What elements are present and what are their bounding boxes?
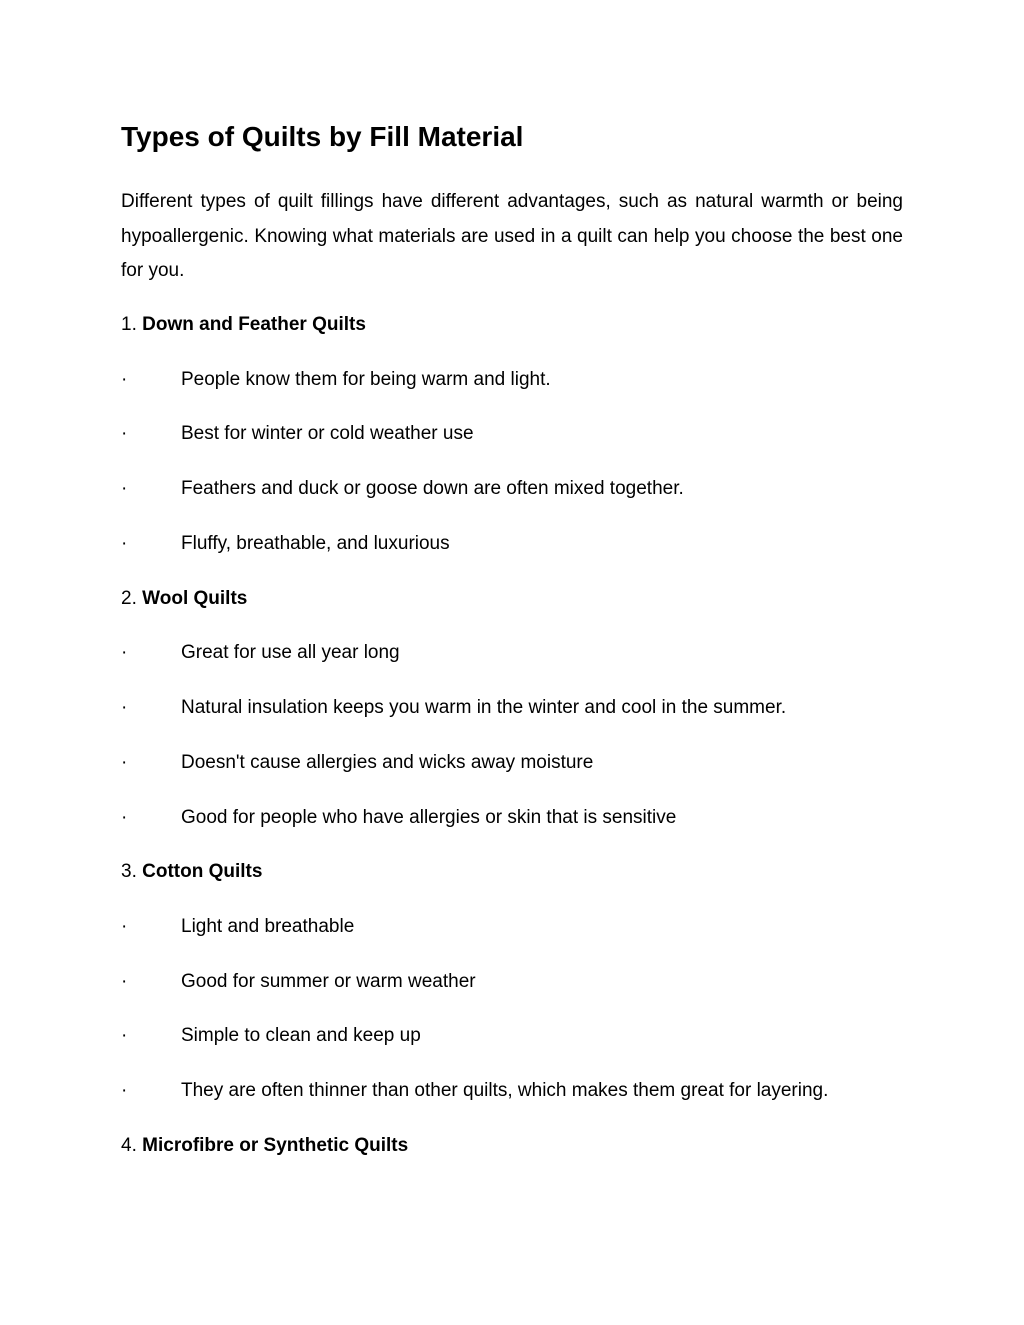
bullet-text: Doesn't cause allergies and wicks away moisture xyxy=(181,752,594,773)
bullet-text: Good for summer or warm weather xyxy=(181,971,476,992)
list-item xyxy=(0,367,1024,393)
section-title: Cotton Quilts xyxy=(142,861,263,882)
section-heading-down-feather xyxy=(0,312,1024,338)
section-title: Down and Feather Quilts xyxy=(142,314,366,335)
bullet-text: Light and breathable xyxy=(181,916,355,937)
section-number: 3. xyxy=(121,861,137,882)
bullet-text: Feathers and duck or goose down are often mixed together. xyxy=(181,478,684,499)
bullet-marker: · xyxy=(121,642,128,663)
bullet-marker: · xyxy=(121,697,128,718)
bullet-marker: · xyxy=(121,369,128,390)
bullet-text: Best for winter or cold weather use xyxy=(181,423,474,444)
list-item xyxy=(0,1023,1024,1049)
list-item xyxy=(0,640,1024,666)
page-title: Types of Quilts by Fill Material xyxy=(121,121,524,152)
list-item xyxy=(0,476,1024,502)
list-item xyxy=(0,695,1024,721)
bullet-marker: · xyxy=(121,423,128,444)
section-number: 4. xyxy=(121,1135,137,1156)
bullet-text: Simple to clean and keep up xyxy=(181,1025,421,1046)
section-heading-microfibre xyxy=(0,1133,1024,1159)
bullet-marker: · xyxy=(121,752,128,773)
section-title: Wool Quilts xyxy=(142,588,248,609)
bullet-text: They are often thinner than other quilts, which makes them great for layering. xyxy=(181,1080,829,1101)
list-item xyxy=(0,914,1024,940)
list-item xyxy=(0,969,1024,995)
list-item xyxy=(0,421,1024,447)
bullet-marker: · xyxy=(121,1025,128,1046)
list-item xyxy=(0,531,1024,557)
bullet-text: Good for people who have allergies or skin that is sensitive xyxy=(181,807,677,828)
section-heading-cotton xyxy=(0,859,1024,885)
bullet-marker: · xyxy=(121,533,128,554)
bullet-marker: · xyxy=(121,971,128,992)
list-item xyxy=(0,1078,1024,1104)
bullet-text: Natural insulation keeps you warm in the winter and cool in the summer. xyxy=(181,697,787,718)
bullet-text: Great for use all year long xyxy=(181,642,400,663)
bullet-marker: · xyxy=(121,478,128,499)
section-title: Microfibre or Synthetic Quilts xyxy=(142,1135,409,1156)
section-heading-wool xyxy=(0,586,1024,612)
bullet-marker: · xyxy=(121,916,128,937)
section-number: 2. xyxy=(121,588,137,609)
section-number: 1. xyxy=(121,314,137,335)
intro-paragraph: Different types of quilt fillings have different advantages, such as natural warmth or being hypoallergenic. Knowing what materials are used in a quilt can help you choose the best one for you. xyxy=(121,191,903,281)
list-item xyxy=(0,750,1024,776)
bullet-text: Fluffy, breathable, and luxurious xyxy=(181,533,450,554)
bullet-text: People know them for being warm and light. xyxy=(181,369,551,390)
list-item xyxy=(0,805,1024,831)
bullet-marker: · xyxy=(121,1080,128,1101)
bullet-marker: · xyxy=(121,807,128,828)
